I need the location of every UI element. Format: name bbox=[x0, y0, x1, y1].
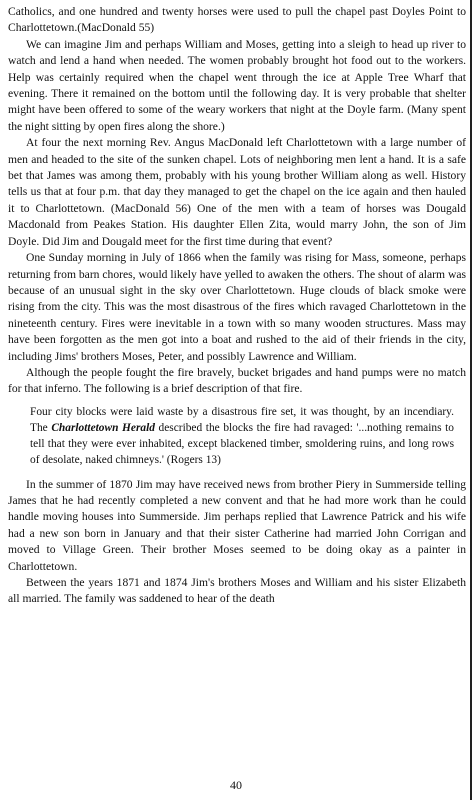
paragraph: Although the people fought the fire bravely, bucket brigades and hand pumps were no match for that inferno. The following is a brief description of that fire. bbox=[8, 365, 466, 396]
paragraph: At four the next morning Rev. Angus MacDonald left Charlottetown with a large number of men and headed to the site of the sunken chapel. Lots of neighboring men lent a hand. It is a safe bet that James was among them, probably with his young brother William along as well. History tells us that at four p.m. that day they managed to get the chapel on the ice again and then hauled it to Charlottetown. (MacDonald 56) One of the men with a team of horses was Dougald Macdonald from Peakes Station. His daughter Ellen Zita, would marry John, the son of Jim Doyle. Did Jim and Dougald meet for the first time during that event? bbox=[8, 136, 466, 248]
paragraph: One Sunday morning in July of 1866 when the family was rising for Mass, someone, perhaps returning from barn chores, would likely have yelled to awaken the others. The shout of alarm was because of an unusual sight in the sky over Charlottetown. Huge clouds of black smoke were rising from the city. This was the most disastrous of the fires which ravaged Charlottetown in the nineteenth century. Fires were inevitable in a town with so many wooden structures. Mass may have been forgotten as the men got into a boat and rushed to the aid of their friends in the city, including Jims' brothers Moses, Peter, and possibly Lawrence and William. bbox=[8, 251, 466, 363]
quote-text-start: Four city blocks were laid waste by a disastrous fire set, it was thought, by an incendiary. The bbox=[30, 405, 454, 434]
paragraph: Between the years 1871 and 1874 Jim's brothers Moses and William and his sister Elizabeth all married. The family was saddened to hear of the death bbox=[8, 576, 466, 606]
block-quote bbox=[30, 404, 454, 469]
paragraph: We can imagine Jim and perhaps William and Moses, getting into a sleigh to head up river to watch and lend a hand when needed. The women probably brought hot food out to the workers. Help was certainly required when the chapel went through the ice at Apple Tree Wharf that evening. There it remained on the bottom until the following day. It is very probable that shelter might have been offered to some of the weary workers that night at the Doyle farm. (Many spent the night sitting by open fires along the shore.) bbox=[8, 37, 466, 133]
page-body bbox=[8, 4, 466, 608]
quote-text-end: described the blocks the fire had ravaged: '...nothing remains to tell that they were ever inhabited, except blackened timber, smoldering ruins, and long rows of desolate, naked chimneys.' (Rogers 13) bbox=[30, 421, 454, 467]
newspaper-title: Charlottetown Herald bbox=[51, 421, 155, 434]
paragraph: Catholics, and one hundred and twenty horses were used to pull the chapel past Doyles Point to Charlottetown.(MacDonald 55) bbox=[8, 5, 466, 35]
page-number: 40 bbox=[230, 778, 242, 792]
quote-text bbox=[30, 404, 454, 469]
paragraph: In the summer of 1870 Jim may have received news from brother Piery in Summerside telling James that he had recently completed a new convent and that he had more work than he could handle moving houses into Summerside. Jim perhaps replied that Lawrence Patrick and his wife had a new son born in January and that their sister Catherine had married John Corrigan and moved to Village Green. Their brother Moses seemed to be doing okay as a painter in Charlottetown. bbox=[8, 477, 466, 573]
